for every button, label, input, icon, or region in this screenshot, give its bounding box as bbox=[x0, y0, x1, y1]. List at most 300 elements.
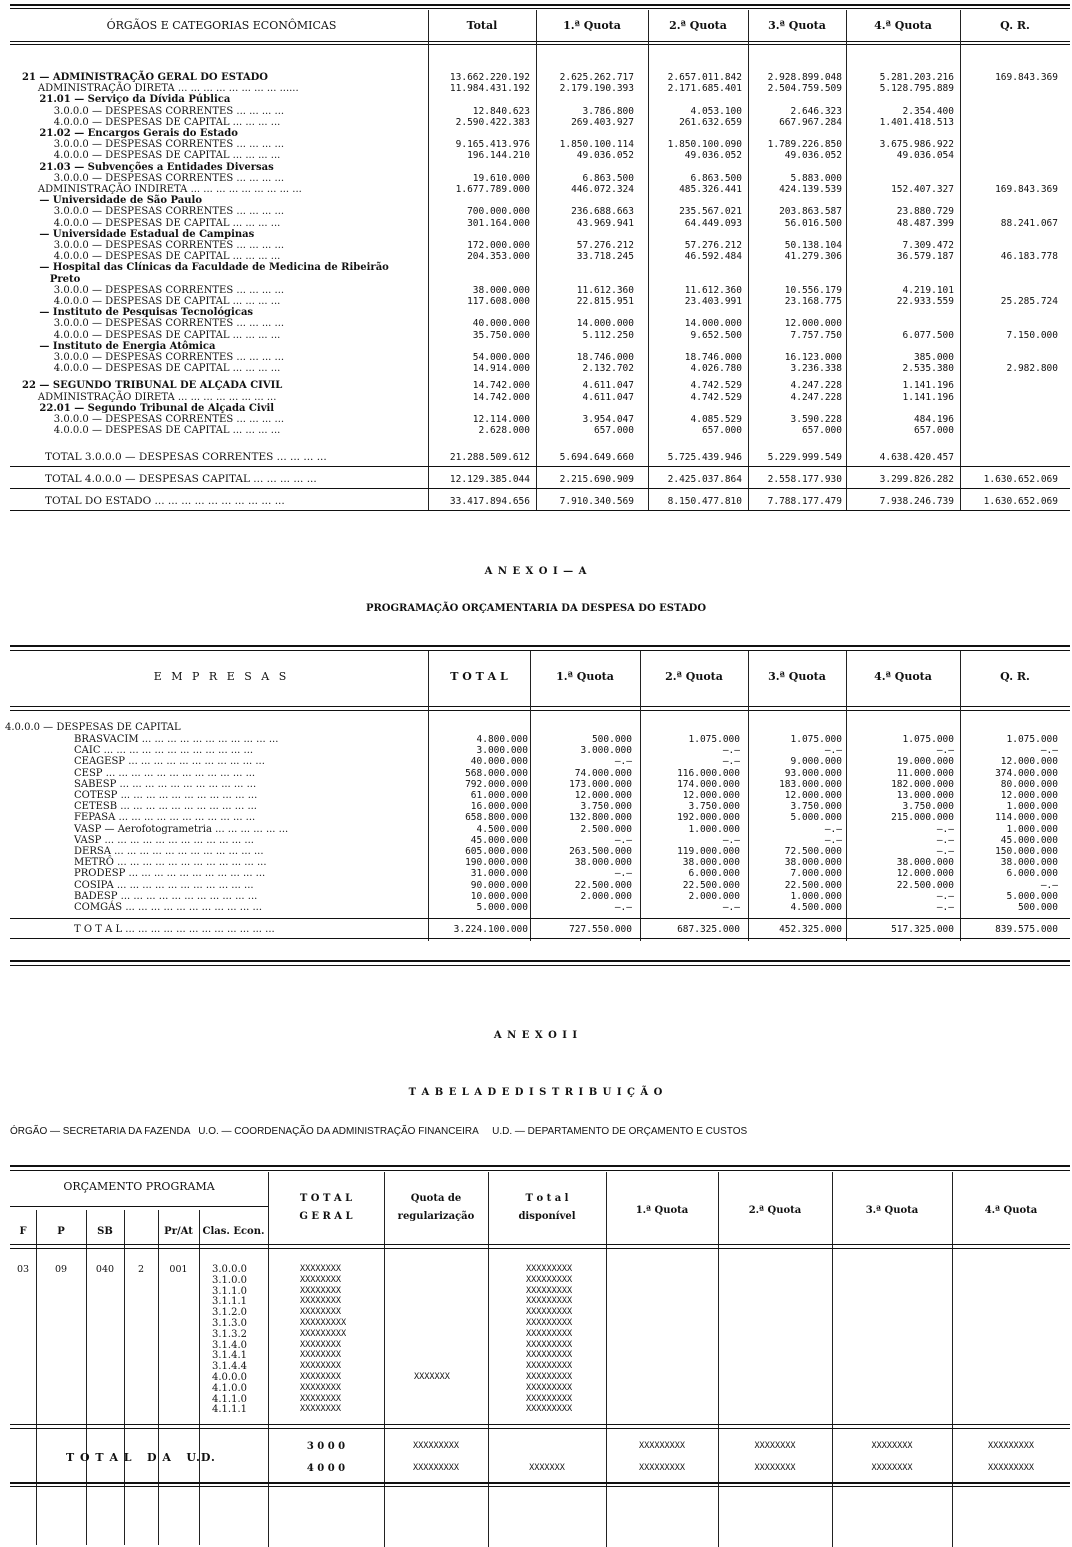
company-value: 38.000.000 bbox=[896, 857, 954, 869]
column-header: 3.ª Quota bbox=[865, 1205, 919, 1216]
op-header: ORÇAMENTO PROGRAMA bbox=[63, 1180, 215, 1193]
company-value: 116.000.000 bbox=[677, 767, 740, 779]
column-header: 3.ª Quota bbox=[768, 19, 826, 32]
total-disponivel: XXXXXXXXX bbox=[526, 1382, 573, 1393]
row-value: 46.592.484 bbox=[684, 251, 742, 263]
row-value: 2.628.000 bbox=[478, 425, 530, 437]
row-value: 4.611.047 bbox=[582, 380, 634, 392]
row-label: 4.0.0.0 — DESPESAS DE CAPITAL ... ... ... ... bbox=[22, 217, 281, 229]
row-value: 657.000 bbox=[913, 425, 954, 437]
row-value: 2.982.800 bbox=[1006, 363, 1058, 375]
code-at: 001 bbox=[169, 1264, 188, 1275]
company-value: 6.000.000 bbox=[1006, 868, 1058, 880]
company-value: 12.000.000 bbox=[1000, 756, 1058, 768]
company-value: 605.000.000 bbox=[465, 846, 528, 857]
column-header: 1.ª Quota bbox=[556, 670, 614, 683]
row-value: 23.168.775 bbox=[784, 296, 842, 307]
row-value: 2.625.262.717 bbox=[559, 72, 634, 83]
row-value: 14.000.000 bbox=[684, 318, 742, 330]
row-value: 7.309.472 bbox=[902, 240, 954, 251]
company-value: 182.000.000 bbox=[891, 778, 954, 790]
row-value: 4.611.047 bbox=[582, 391, 634, 403]
econ-class: 3.1.3.0 bbox=[212, 1318, 247, 1329]
total-value: 21.288.509.612 bbox=[449, 452, 530, 463]
total-disponivel: XXXXXXXXX bbox=[526, 1404, 573, 1415]
company-value: 9.000.000 bbox=[790, 756, 842, 768]
rule bbox=[10, 1424, 1070, 1425]
company-value: 4.800.000 bbox=[476, 734, 528, 745]
row-value: 7.757.750 bbox=[790, 329, 842, 341]
row-value: 4.219.101 bbox=[902, 284, 954, 296]
company-name: DERSA ... ... ... ... ... ... ... ... ... ... ... ... bbox=[74, 846, 264, 857]
company-value: 183.000.000 bbox=[779, 778, 842, 790]
row-label: 21.02 — Encargos Gerais do Estado bbox=[22, 128, 238, 139]
total-value: 3.224.100.000 bbox=[453, 924, 528, 935]
row-value: 1.141.196 bbox=[902, 391, 954, 403]
rule bbox=[10, 918, 1070, 919]
column-header: E M P R E S A S bbox=[153, 670, 290, 683]
row-value: 18.746.000 bbox=[576, 352, 634, 363]
row-label: ADMINISTRAÇÃO INDIRETA ... ... ... ... ... ... ... ... ... bbox=[22, 184, 302, 195]
row-value: 5.112.250 bbox=[582, 329, 634, 341]
row-value: 1.789.226.850 bbox=[767, 139, 842, 151]
company-value: —.— bbox=[936, 890, 954, 902]
company-value: 45.000.000 bbox=[470, 834, 528, 846]
econ-class: 3.1.0.0 bbox=[212, 1274, 247, 1286]
annex-title: A N E X O I — A bbox=[484, 566, 588, 577]
row-value: 4.026.780 bbox=[690, 363, 742, 375]
code-p: 09 bbox=[54, 1264, 68, 1275]
row-value: 12.000.000 bbox=[784, 318, 842, 330]
total-disponivel: XXXXXXXXX bbox=[526, 1328, 573, 1339]
column-divider bbox=[952, 1172, 953, 1547]
total-value: XXXXXXXXX bbox=[987, 1463, 1035, 1473]
total-disponivel: XXXXXXXXX bbox=[526, 1350, 573, 1361]
total-value: 7.938.246.739 bbox=[879, 496, 954, 507]
row-value: 12.840.623 bbox=[472, 105, 530, 117]
row-value: 57.276.212 bbox=[684, 240, 742, 251]
company-name: SABESP ... ... ... ... ... ... ... ... ... ... ... bbox=[74, 778, 257, 790]
row-value: 9.165.413.976 bbox=[455, 139, 530, 151]
rule bbox=[10, 1206, 268, 1207]
row-value: 1.401.418.513 bbox=[879, 116, 954, 128]
rule bbox=[10, 938, 1070, 939]
company-value: 40.000.000 bbox=[470, 756, 528, 768]
column-header: Total bbox=[466, 19, 498, 32]
quota-regularizacao: XXXXXXX bbox=[414, 1372, 450, 1382]
row-value: 6.863.500 bbox=[582, 172, 634, 184]
column-header: 4.ª Quota bbox=[874, 670, 932, 683]
column-header: ÓRGÃOS E CATEGORIAS ECONÔMICAS bbox=[106, 19, 337, 32]
rule bbox=[10, 8, 1070, 9]
rule bbox=[10, 960, 1070, 962]
total-code: 4 0 0 0 bbox=[306, 1463, 346, 1474]
total-value: 727.550.000 bbox=[569, 924, 632, 935]
company-value: —.— bbox=[936, 745, 954, 757]
company-value: 658.800.000 bbox=[465, 812, 528, 824]
row-value: 3.954.047 bbox=[582, 414, 634, 425]
row-label: 4.0.0.0 — DESPESAS DE CAPITAL ... ... ... ... bbox=[22, 150, 281, 162]
company-value: 22.500.000 bbox=[784, 879, 842, 891]
annex-subtitle: T A B E L A D E D I S T R I B U I Ç Ã O bbox=[408, 1087, 664, 1098]
econ-class: 3.1.4.4 bbox=[212, 1361, 247, 1373]
econ-class: 4.0.0.0 bbox=[212, 1372, 247, 1383]
company-name: BADESP ... ... ... ... ... ... ... ... ... ... ... bbox=[74, 890, 258, 902]
total-label: TOTAL DO ESTADO ... ... ... ... ... ... ... ... ... ... bbox=[45, 495, 285, 507]
rule bbox=[10, 41, 1070, 42]
row-value: 385.000 bbox=[913, 352, 954, 363]
company-value: —.— bbox=[1040, 745, 1058, 757]
row-label: 22.01 — Segundo Tribunal de Alçada Civil bbox=[22, 402, 275, 414]
row-value: 49.036.054 bbox=[896, 150, 954, 162]
column-header: 2.ª Quota bbox=[669, 19, 727, 32]
total-value: XXXXXXXXX bbox=[412, 1463, 460, 1473]
total-disponivel: XXXXXXXXX bbox=[526, 1274, 573, 1285]
row-value: 54.000.000 bbox=[472, 352, 530, 363]
rule bbox=[10, 466, 1070, 467]
company-value: —.— bbox=[722, 745, 740, 757]
row-value: 36.579.187 bbox=[896, 251, 954, 263]
row-value: 49.036.052 bbox=[784, 150, 842, 162]
row-label: 4.0.0.0 — DESPESAS DE CAPITAL ... ... ... ... bbox=[22, 425, 281, 437]
row-value: 424.139.539 bbox=[779, 184, 842, 195]
row-value: 40.000.000 bbox=[472, 318, 530, 330]
rule bbox=[10, 488, 1070, 489]
row-value: 1.850.100.114 bbox=[559, 139, 634, 151]
row-value: 16.123.000 bbox=[784, 352, 842, 363]
row-value: 4.085.529 bbox=[690, 414, 742, 425]
company-value: 2.500.000 bbox=[580, 823, 632, 835]
company-value: —.— bbox=[614, 834, 632, 846]
company-value: 500.000 bbox=[591, 734, 632, 745]
company-value: 22.500.000 bbox=[896, 879, 954, 891]
company-value: 114.000.000 bbox=[995, 812, 1058, 824]
company-value: 3.750.000 bbox=[580, 801, 632, 813]
rule bbox=[10, 1428, 1070, 1429]
row-value: 301.164.000 bbox=[467, 217, 530, 229]
company-value: —.— bbox=[936, 902, 954, 913]
row-label: — Instituto de Pesquisas Tecnológicas bbox=[22, 307, 254, 319]
company-value: 12.000.000 bbox=[896, 868, 954, 880]
row-value: 38.000.000 bbox=[472, 284, 530, 296]
total-value: 7.788.177.479 bbox=[767, 496, 842, 507]
row-value: 10.556.179 bbox=[784, 284, 842, 296]
row-label: ADMINISTRAÇÃO DIRETA ... ... ... ... ... ... ... ... ...... bbox=[22, 83, 299, 95]
code-f: 03 bbox=[16, 1264, 30, 1275]
rule bbox=[10, 706, 1070, 707]
column-header: Q. R. bbox=[1000, 19, 1030, 32]
company-value: 568.000.000 bbox=[465, 767, 528, 779]
total-geral: XXXXXXXX bbox=[300, 1264, 341, 1274]
total-value: 5.725.439.946 bbox=[667, 452, 742, 463]
econ-class: 3.1.4.1 bbox=[212, 1350, 247, 1362]
total-value: 839.575.000 bbox=[995, 924, 1058, 935]
column-divider bbox=[832, 1172, 833, 1547]
rule bbox=[10, 510, 1070, 511]
total-value: XXXXXXXXX bbox=[987, 1441, 1035, 1451]
company-value: —.— bbox=[824, 745, 842, 757]
row-label: 3.0.0.0 — DESPESAS CORRENTES ... ... ... ... bbox=[22, 414, 285, 425]
rule bbox=[10, 1482, 1070, 1484]
code-pr: 2 bbox=[137, 1264, 145, 1275]
company-value: 90.000.000 bbox=[470, 879, 528, 891]
column-divider bbox=[158, 1210, 159, 1545]
company-value: 3.750.000 bbox=[688, 801, 740, 813]
company-value: 80.000.000 bbox=[1000, 778, 1058, 790]
row-value: 6.077.500 bbox=[902, 329, 954, 341]
row-label: 3.0.0.0 — DESPESAS CORRENTES ... ... ... ... bbox=[22, 352, 285, 363]
rule bbox=[10, 1170, 1070, 1171]
row-value: 4.742.529 bbox=[690, 380, 742, 392]
row-value: 152.407.327 bbox=[891, 184, 954, 195]
row-label: 3.0.0.0 — DESPESAS CORRENTES ... ... ... ... bbox=[22, 318, 285, 330]
company-value: 1.075.000 bbox=[1006, 734, 1058, 745]
row-value: 169.843.369 bbox=[995, 184, 1058, 195]
row-value: 236.688.663 bbox=[571, 206, 634, 218]
row-value: 269.403.927 bbox=[571, 116, 634, 128]
code-sb: 040 bbox=[95, 1264, 115, 1275]
row-value: 2.504.759.509 bbox=[767, 83, 842, 95]
row-label: 22 — SEGUNDO TRIBUNAL DE ALÇADA CIVIL bbox=[22, 380, 283, 392]
company-value: 10.000.000 bbox=[470, 890, 528, 902]
column-header: 2.ª Quota bbox=[748, 1205, 802, 1216]
total-disponivel: XXXXXXXXX bbox=[526, 1361, 573, 1372]
company-value: 38.000.000 bbox=[682, 857, 740, 869]
row-value: 9.652.500 bbox=[690, 329, 742, 341]
column-divider bbox=[199, 1210, 200, 1545]
company-value: —.— bbox=[614, 902, 632, 913]
row-label: 21 — ADMINISTRAÇÃO GERAL DO ESTADO bbox=[22, 72, 269, 83]
row-label: Preto bbox=[22, 273, 81, 285]
total-value: 517.325.000 bbox=[891, 924, 954, 935]
sub-header: P bbox=[57, 1226, 65, 1237]
company-value: 45.000.000 bbox=[1000, 834, 1058, 846]
row-value: 23.880.729 bbox=[896, 206, 954, 218]
row-value: 48.487.399 bbox=[896, 217, 954, 229]
company-name: METRÔ ... ... ... ... ... ... ... ... ... ... ... ... bbox=[74, 857, 267, 869]
row-value: 18.746.000 bbox=[684, 352, 742, 363]
row-value: 5.281.203.216 bbox=[879, 72, 954, 83]
company-value: 12.000.000 bbox=[574, 790, 632, 801]
company-value: 192.000.000 bbox=[677, 812, 740, 824]
econ-class: 3.1.4.0 bbox=[212, 1339, 247, 1351]
total-disponivel: XXXXXXXXX bbox=[526, 1264, 573, 1274]
company-value: 3.000.000 bbox=[476, 745, 528, 757]
column-header: T o t a l disponível bbox=[518, 1193, 576, 1222]
company-name: VASP ... ... ... ... ... ... ... ... ... ... ... ... bbox=[74, 834, 254, 846]
total-value: 3.299.826.282 bbox=[879, 474, 954, 485]
row-value: 14.000.000 bbox=[576, 318, 634, 330]
rule bbox=[10, 1486, 1070, 1487]
row-value: 657.000 bbox=[801, 425, 842, 437]
column-divider bbox=[718, 1172, 719, 1547]
row-label: — Universidade de São Paulo bbox=[22, 195, 203, 207]
row-value: 3.786.800 bbox=[582, 105, 634, 117]
row-value: 2.590.422.383 bbox=[455, 116, 530, 128]
row-label: 4.0.0.0 — DESPESAS DE CAPITAL ... ... ... ... bbox=[22, 296, 281, 307]
total-value: XXXXXXXXX bbox=[412, 1441, 460, 1451]
row-value: 2.928.899.048 bbox=[767, 72, 842, 83]
row-value: 14.742.000 bbox=[472, 391, 530, 403]
row-value: 169.843.369 bbox=[995, 72, 1058, 83]
column-header: 4.ª Quota bbox=[874, 19, 932, 32]
row-value: 4.053.100 bbox=[690, 105, 742, 117]
company-value: 190.000.000 bbox=[465, 857, 528, 869]
company-value: —.— bbox=[824, 823, 842, 835]
company-value: —.— bbox=[722, 834, 740, 846]
column-header: T O T A L bbox=[450, 670, 508, 683]
company-value: 3.750.000 bbox=[790, 801, 842, 813]
row-label: 3.0.0.0 — DESPESAS CORRENTES ... ... ... ... bbox=[22, 284, 285, 296]
row-value: 14.914.000 bbox=[472, 363, 530, 375]
company-value: 792.000.000 bbox=[465, 778, 528, 790]
row-value: 11.984.431.192 bbox=[449, 83, 530, 95]
row-value: 12.114.000 bbox=[472, 414, 530, 425]
rule bbox=[10, 965, 1070, 966]
column-header: 1.ª Quota bbox=[635, 1205, 689, 1216]
row-value: 700.000.000 bbox=[467, 206, 530, 218]
total-value: 4.638.420.457 bbox=[879, 452, 954, 463]
total-geral: XXXXXXXX bbox=[300, 1296, 341, 1307]
rule bbox=[10, 645, 1070, 647]
column-divider bbox=[606, 1172, 607, 1547]
row-value: 41.279.306 bbox=[784, 251, 842, 263]
row-value: 4.247.228 bbox=[790, 380, 842, 392]
total-geral: XXXXXXXX bbox=[300, 1404, 341, 1415]
row-value: 261.632.659 bbox=[679, 116, 742, 128]
company-value: 19.000.000 bbox=[896, 756, 954, 768]
total-value: XXXXXXXX bbox=[871, 1463, 913, 1473]
row-label: 3.0.0.0 — DESPESAS CORRENTES ... ... ... ... bbox=[22, 105, 285, 117]
econ-class: 3.0.0.0 bbox=[212, 1264, 247, 1275]
company-value: 174.000.000 bbox=[677, 778, 740, 790]
company-value: 3.000.000 bbox=[580, 745, 632, 757]
total-disponivel: XXXXXXXXX bbox=[526, 1372, 573, 1382]
row-value: 11.612.360 bbox=[576, 284, 634, 296]
row-value: 6.863.500 bbox=[690, 172, 742, 184]
company-value: 22.500.000 bbox=[682, 879, 740, 891]
sub-header: Pr/At bbox=[164, 1226, 193, 1237]
column-header: Q. R. bbox=[1000, 670, 1030, 683]
total-geral: XXXXXXXXX bbox=[300, 1318, 347, 1328]
company-value: 12.000.000 bbox=[682, 790, 740, 801]
column-divider bbox=[488, 1172, 489, 1547]
company-value: —.— bbox=[936, 846, 954, 857]
total-code: 3 0 0 0 bbox=[306, 1441, 346, 1452]
company-name: COMGÁS ... ... ... ... ... ... ... ... ... ... ... bbox=[74, 902, 263, 913]
row-value: 446.072.324 bbox=[571, 184, 634, 195]
row-value: 667.967.284 bbox=[779, 116, 842, 128]
company-value: 72.500.000 bbox=[784, 846, 842, 857]
column-divider bbox=[268, 1172, 269, 1547]
company-value: 1.075.000 bbox=[790, 734, 842, 745]
total-geral: XXXXXXXX bbox=[300, 1350, 341, 1361]
row-value: 14.742.000 bbox=[472, 380, 530, 392]
row-label: — Hospital das Clínicas da Faculdade de Medicina de Ribeirão bbox=[22, 262, 389, 274]
total-geral: XXXXXXXXX bbox=[300, 1328, 347, 1339]
row-label: — Universidade Estadual de Campinas bbox=[22, 228, 255, 240]
row-value: 2.171.685.401 bbox=[667, 83, 742, 95]
company-value: 13.000.000 bbox=[896, 790, 954, 801]
column-header: 4.ª Quota bbox=[984, 1205, 1038, 1216]
company-name: CEAGESP ... ... ... ... ... ... ... ... ... ... ... bbox=[74, 756, 265, 768]
company-value: 215.000.000 bbox=[891, 812, 954, 824]
group-label: 4.0.0.0 — DESPESAS DE CAPITAL bbox=[5, 722, 181, 733]
row-value: 56.016.500 bbox=[784, 217, 842, 229]
row-value: 1.141.196 bbox=[902, 380, 954, 392]
company-value: 38.000.000 bbox=[574, 857, 632, 869]
row-value: 22.815.951 bbox=[576, 296, 634, 307]
row-value: 46.183.778 bbox=[1000, 251, 1058, 263]
total-value: 12.129.385.044 bbox=[449, 474, 530, 485]
column-header: T O T A L G E R A L bbox=[299, 1193, 353, 1222]
company-value: 1.000.000 bbox=[1006, 823, 1058, 835]
total-value: 2.425.037.864 bbox=[667, 474, 742, 485]
row-value: 25.285.724 bbox=[1000, 296, 1058, 307]
rule bbox=[10, 710, 1070, 711]
company-value: 5.000.000 bbox=[790, 812, 842, 824]
row-value: 2.354.400 bbox=[902, 105, 954, 117]
total-value: 7.910.340.569 bbox=[559, 496, 634, 507]
total-value: XXXXXXX bbox=[529, 1463, 565, 1473]
total-label: T O T A L ... ... ... ... ... ... ... ... ... ... ... ... bbox=[74, 924, 275, 935]
company-value: 31.000.000 bbox=[470, 868, 528, 880]
total-disponivel: XXXXXXXXX bbox=[526, 1393, 573, 1404]
total-geral: XXXXXXXX bbox=[300, 1372, 341, 1382]
total-value: 687.325.000 bbox=[677, 924, 740, 935]
row-value: 485.326.441 bbox=[679, 184, 742, 195]
row-value: 117.608.000 bbox=[467, 296, 530, 307]
econ-class: 4.1.1.1 bbox=[212, 1404, 247, 1416]
total-label: TOTAL 4.0.0.0 — DESPESAS CAPITAL ... ... ... ... ... bbox=[45, 473, 317, 485]
econ-class: 3.1.2.0 bbox=[212, 1307, 247, 1319]
company-value: 1.000.000 bbox=[688, 823, 740, 835]
company-value: 1.075.000 bbox=[902, 734, 954, 745]
row-value: 33.718.245 bbox=[576, 251, 634, 263]
row-value: 657.000 bbox=[593, 425, 634, 437]
company-value: 374.000.000 bbox=[995, 767, 1058, 779]
company-value: 5.000.000 bbox=[476, 902, 528, 913]
row-value: 88.241.067 bbox=[1000, 217, 1058, 229]
row-value: 172.000.000 bbox=[467, 240, 530, 251]
company-value: 22.500.000 bbox=[574, 879, 632, 891]
row-value: 43.969.941 bbox=[576, 217, 634, 229]
column-header: 2.ª Quota bbox=[665, 670, 723, 683]
total-disponivel: XXXXXXXXX bbox=[526, 1307, 573, 1318]
row-value: 1.850.100.090 bbox=[667, 139, 742, 151]
econ-class: 3.1.1.0 bbox=[212, 1285, 247, 1297]
company-value: 93.000.000 bbox=[784, 767, 842, 779]
column-divider bbox=[384, 1172, 385, 1547]
total-disponivel: XXXXXXXXX bbox=[526, 1296, 573, 1307]
row-value: 64.449.093 bbox=[684, 217, 742, 229]
total-value: XXXXXXXX bbox=[754, 1463, 796, 1473]
annex-title: A N E X O I I bbox=[493, 1030, 579, 1041]
total-geral: XXXXXXXX bbox=[300, 1339, 341, 1350]
company-value: 119.000.000 bbox=[677, 846, 740, 857]
company-value: —.— bbox=[1040, 879, 1058, 891]
row-value: 5.128.795.889 bbox=[879, 83, 954, 95]
total-value: 8.150.477.810 bbox=[667, 496, 742, 507]
row-value: 49.036.052 bbox=[684, 150, 742, 162]
company-value: 11.000.000 bbox=[896, 767, 954, 779]
total-value: 5.229.999.549 bbox=[767, 452, 842, 463]
company-value: 5.000.000 bbox=[1006, 890, 1058, 902]
row-value: 3.236.338 bbox=[790, 363, 842, 375]
econ-class: 4.1.0.0 bbox=[212, 1382, 247, 1394]
total-geral: XXXXXXXX bbox=[300, 1285, 341, 1296]
company-name: VASP — Aerofotogrametria ... ... ... ... ... ... bbox=[74, 823, 289, 835]
